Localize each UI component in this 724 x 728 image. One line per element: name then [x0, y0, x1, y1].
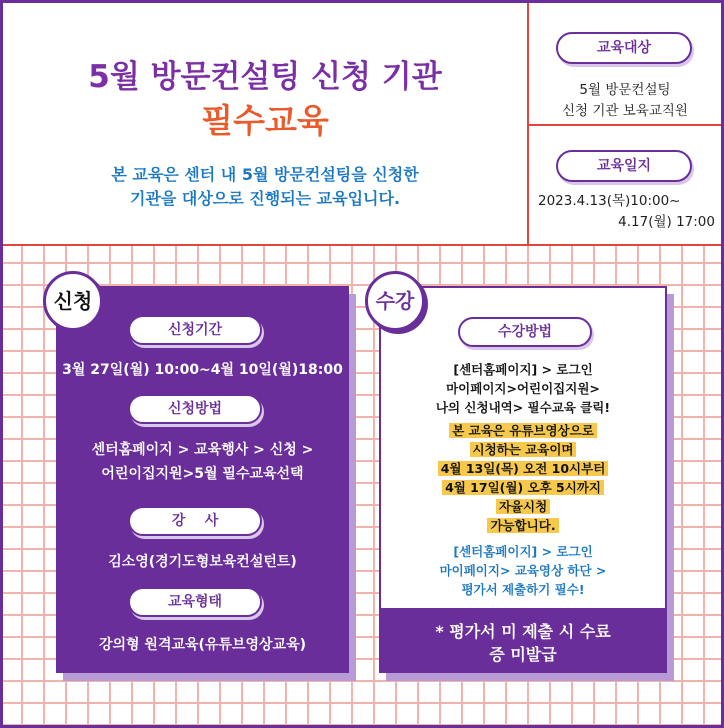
notice-line: * 평가서 미 제출 시 수료 [435, 622, 611, 641]
attend-badge: 수강 [365, 271, 425, 331]
schedule-line: 4.17(월) 17:00 [618, 214, 715, 230]
intro-line: 본 교육은 센터 내 5월 방문컨설팅을 신청한 [111, 165, 419, 184]
target-line: 신청 기관 보육교직원 [562, 103, 688, 119]
highlight-line: 4월 13일(목) 오전 10시부터 [438, 461, 609, 476]
attend-step2 [379, 542, 667, 599]
apply-method-label: 신청방법 [128, 394, 262, 424]
apply-method-value [56, 438, 349, 486]
instructor-label: 강 사 [128, 506, 262, 536]
header-info-panel [529, 3, 721, 246]
poster-title: 5월 방문컨설팅 신청 기관 [88, 59, 442, 95]
format-label: 교육형태 [128, 587, 262, 617]
intro-line: 기관을 대상으로 진행되는 교육입니다. [129, 189, 401, 208]
poster-subtitle: 필수교육 [201, 101, 329, 140]
schedule-label: 교육일지 [556, 150, 692, 182]
attend-highlight [379, 421, 667, 535]
attend-step1-line: 나의 신청내역> 필수교육 클릭! [435, 400, 611, 415]
header-title-panel [3, 3, 529, 246]
schedule-line: 2023.4.13(목)10:00~ [538, 193, 681, 209]
intro-text [3, 163, 527, 211]
highlight-line: 가능합니다. [487, 518, 558, 533]
attend-step1 [379, 360, 667, 417]
schedule-value [529, 191, 721, 233]
attend-step1-line: 마이페이지>어린이집지원> [446, 381, 600, 396]
divider [529, 124, 721, 126]
attend-step2-line: [센터홈페이지] > 로그인 [453, 544, 593, 559]
target-value [529, 80, 721, 122]
format-value: 강의형 원격교육(유튜브영상교육) [98, 637, 306, 653]
apply-period-label: 신청기간 [128, 315, 262, 345]
attend-method-label: 수강방법 [458, 317, 592, 347]
attend-step1-line: [센터홈페이지] > 로그인 [453, 362, 593, 377]
highlight-line: 4월 17일(월) 오후 5시까지 [442, 480, 604, 495]
target-label: 교육대상 [556, 32, 692, 64]
notice-text [379, 620, 667, 666]
apply-method-line: 센터홈페이지 > 교육행사 > 신청 > [91, 442, 314, 458]
apply-period-value: 3월 27일(월) 10:00~4월 10일(월)18:00 [62, 362, 343, 378]
highlight-line: 본 교육은 유튜브영상으로 [449, 423, 597, 438]
attend-step2-line: 마이페이지> 교육영상 하단 > [439, 563, 607, 578]
highlight-line: 시청하는 교육이며 [470, 442, 577, 457]
apply-method-line: 어린이집지원>5월 필수교육선택 [101, 466, 304, 482]
instructor-value: 김소영(경기도형보육컨설턴트) [108, 554, 297, 570]
highlight-line: 자율시청 [496, 499, 550, 514]
notice-line: 증 미발급 [489, 645, 557, 664]
apply-badge: 신청 [43, 271, 103, 331]
target-line: 5월 방문컨설팅 [579, 82, 671, 98]
attend-step2-line: 평가서 제출하기 필수! [461, 582, 585, 597]
